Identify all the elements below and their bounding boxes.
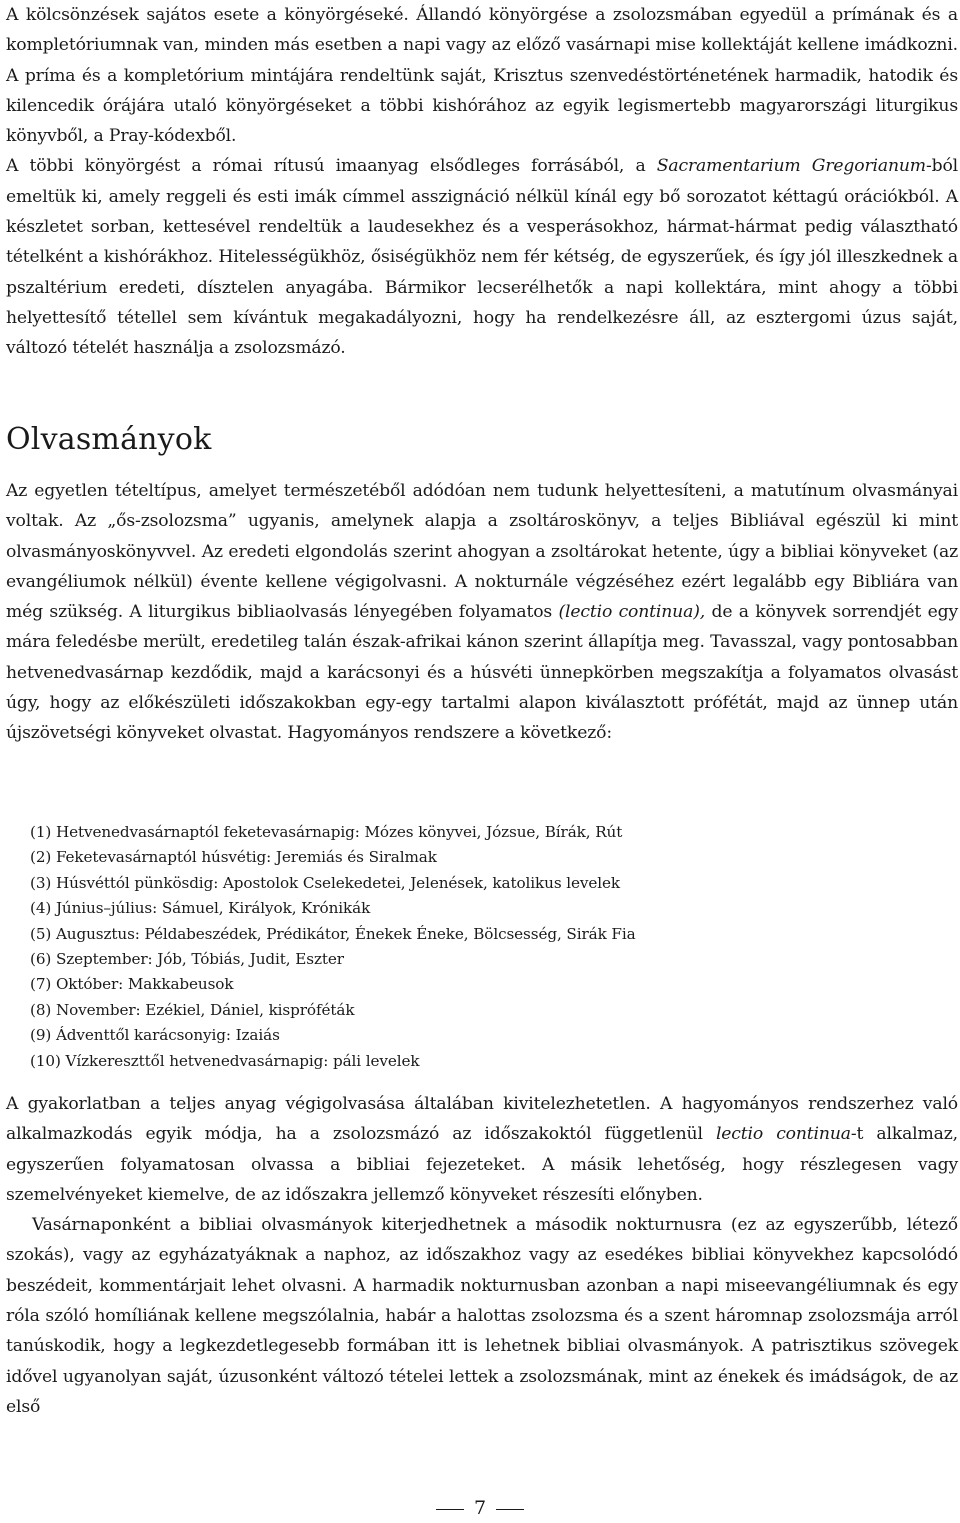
readings-closing-text (6, 1089, 958, 1422)
list-item: (4) Június–július: Sámuel, Királyok, Krónikák (30, 899, 371, 918)
italic-phrase: (lectio continua), (558, 602, 706, 623)
text-run: A kölcsönzések sajátos esete a könyörgéseké. Állandó könyörgése a zsolozsmában egyedül a prímának és a kompletóriumnak van, minden más esetben a napi vagy az előző vasárnapi mise kollektáját kellene imádkozni. A príma és a kompletórium mintájára rendeltünk saját, Krisztus szenvedéstörténetének harmadik, hatodik és kilencedik órájára utaló könyörgéseket a többi kishórához az egyik legismertebb magyarországi liturgikus könyvből, a Pray-kódexből. (6, 5, 958, 147)
text-run: A gyakorlatban a teljes anyag végigolvasása általában kivitelezhetetlen. A hagyományos rendszerhez való alkalmazkodás egyik módja, ha a zsolozsmázó az időszakoktól függetlenül (6, 1094, 958, 1145)
intro-text (6, 0, 958, 364)
italic-phrase: Sacramentarium Gregorianum (656, 156, 926, 177)
reading-schedule-list (30, 820, 636, 1074)
page-footer (0, 1496, 960, 1520)
list-item: (2) Feketevasárnaptól húsvétig: Jeremiás és Siralmak (30, 848, 437, 867)
list-item: (10) Vízkereszttől hetvenedvasárnapig: páli levelek (30, 1051, 420, 1070)
page-number: 7 (473, 1497, 487, 1519)
footer-rule-right (496, 1509, 524, 1510)
text-run: Az egyetlen tételtípus, amelyet természetéből adódóan nem tudunk helyettesíteni, a matutínum olvasmányai voltak. Az „ős-zsolozsma” ugyanis, amelynek alapja a zsoltároskönyv, a teljes Bibliával egészül ki mint olvasmányoskönyvvel. Az eredeti elgondolás szerint ahogyan a zsoltárokat hetente, úgy a bibliai könyveket (az evangéliumok nélkül) évente kellene végigolvasni. A nokturnále végzéséhez ezért legalább egy Bibliára van még szükség. A liturgikus bibliaolvasás lényegében folyamatos (6, 481, 958, 623)
footer-rule-left (436, 1509, 464, 1510)
paragraph-sacramentarium (6, 151, 958, 363)
text-run: -ból emeltük ki, amely reggeli és esti imák címmel asszignáció nélkül kínál egy bő sorozatot kéttagú orációkból. A készletet sorban, kettesével rendeltük a laudesekhez és a vesperásokhoz, hármat-hármat pedig választható tételként a kishórákhoz. Hitelességükhöz, ősiségükhöz nem fér kétség, de egyszerűek, és így jól illeszkednek a pszaltérium eredeti, dísztelen anyagába. Bármikor lecserélhetők a napi kollektára, mint ahogy a többi helyettesítő tétellel sem kívántuk megakadályozni, hogy ha rendelkezésre áll, az esztergomi úzus saját, változó tételét használja a zsolozsmázó. (6, 156, 959, 359)
text-run: -t alkalmaz, egyszerűen folyamatosan olvassa a bibliai fejezeteket. A másik lehetőség, hogy részlegesen vagy szemelvényeket kiemelve, de az időszakra jellemző könyveket részesíti előnyben. (6, 1124, 958, 1205)
paragraph-readings-intro (6, 476, 958, 749)
list-item: (1) Hetvenedvasárnaptól feketevasárnapig: Mózes könyvei, Józsue, Bírák, Rút (30, 823, 623, 841)
list-item: (6) Szeptember: Jób, Tóbiás, Judit, Eszter (30, 950, 344, 969)
paragraph-kolcsonzesek (6, 0, 958, 151)
list-item: (3) Húsvéttól pünkösdig: Apostolok Cselekedetei, Jelenések, katolikus levelek (30, 873, 621, 892)
text-run: de a könyvek sorrendjét egy mára feledésbe merült, eredetileg talán észak-afrikai kánon szerint állapítja meg. Tavasszal, vagy pontosabban hetvenedvasárnap kezdődik, majd a karácsonyi és a húsvéti ünnepkörben megszakítja a folyamatos olvasást úgy, hogy az előkészületi időszakokban egy-egy tartalmi alapon kiválasztott prófétát, majd az ünnep után újszövetségi könyveket olvastat. Hagyományos rendszere a következő: (6, 602, 958, 744)
section-heading: Olvasmányok (6, 422, 212, 457)
paragraph-practice (6, 1089, 958, 1210)
list-item: (8) November: Ezékiel, Dániel, kispróféták (30, 1000, 355, 1019)
paragraph-sundays: Vasárnaponként a bibliai olvasmányok kiterjedhetnek a második nokturnusra (ez az egyszerűbb, létező szokás), vagy az egyházatyáknak a naphoz, az időszakhoz vagy az esedékes bibliai könyvekhez kapcsolódó beszédeit, kommentárjait lehet olvasni. A harmadik nokturnusban azonban a napi miseevangéliumnak és egy róla szóló homíliának kellene megszólalnia, habár a halottas zsolozsma és a szent háromnap zsolozsmája arról tanúskodik, hogy a legkezdetlegesebb formában itt is lehetnek bibliai olvasmányok. A patrisztikus szövegek idővel ugyanolyan saját, úzusonként változó tételei lettek a zsolozsmának, mint az énekek és imádságok, de az első (6, 1215, 958, 1417)
readings-intro-text (6, 476, 958, 749)
italic-phrase: lectio continua (715, 1124, 851, 1145)
list-item: (5) Augusztus: Példabeszédek, Prédikátor, Énekek Éneke, Bölcsesség, Sirák Fia (30, 924, 636, 943)
list-item: (9) Ádventtől karácsonyig: Izaiás (30, 1026, 280, 1045)
list-item: (7) Október: Makkabeusok (30, 975, 234, 994)
text-run: A többi könyörgést a római rítusú imaanyag elsődleges forrásából, a (6, 156, 657, 177)
